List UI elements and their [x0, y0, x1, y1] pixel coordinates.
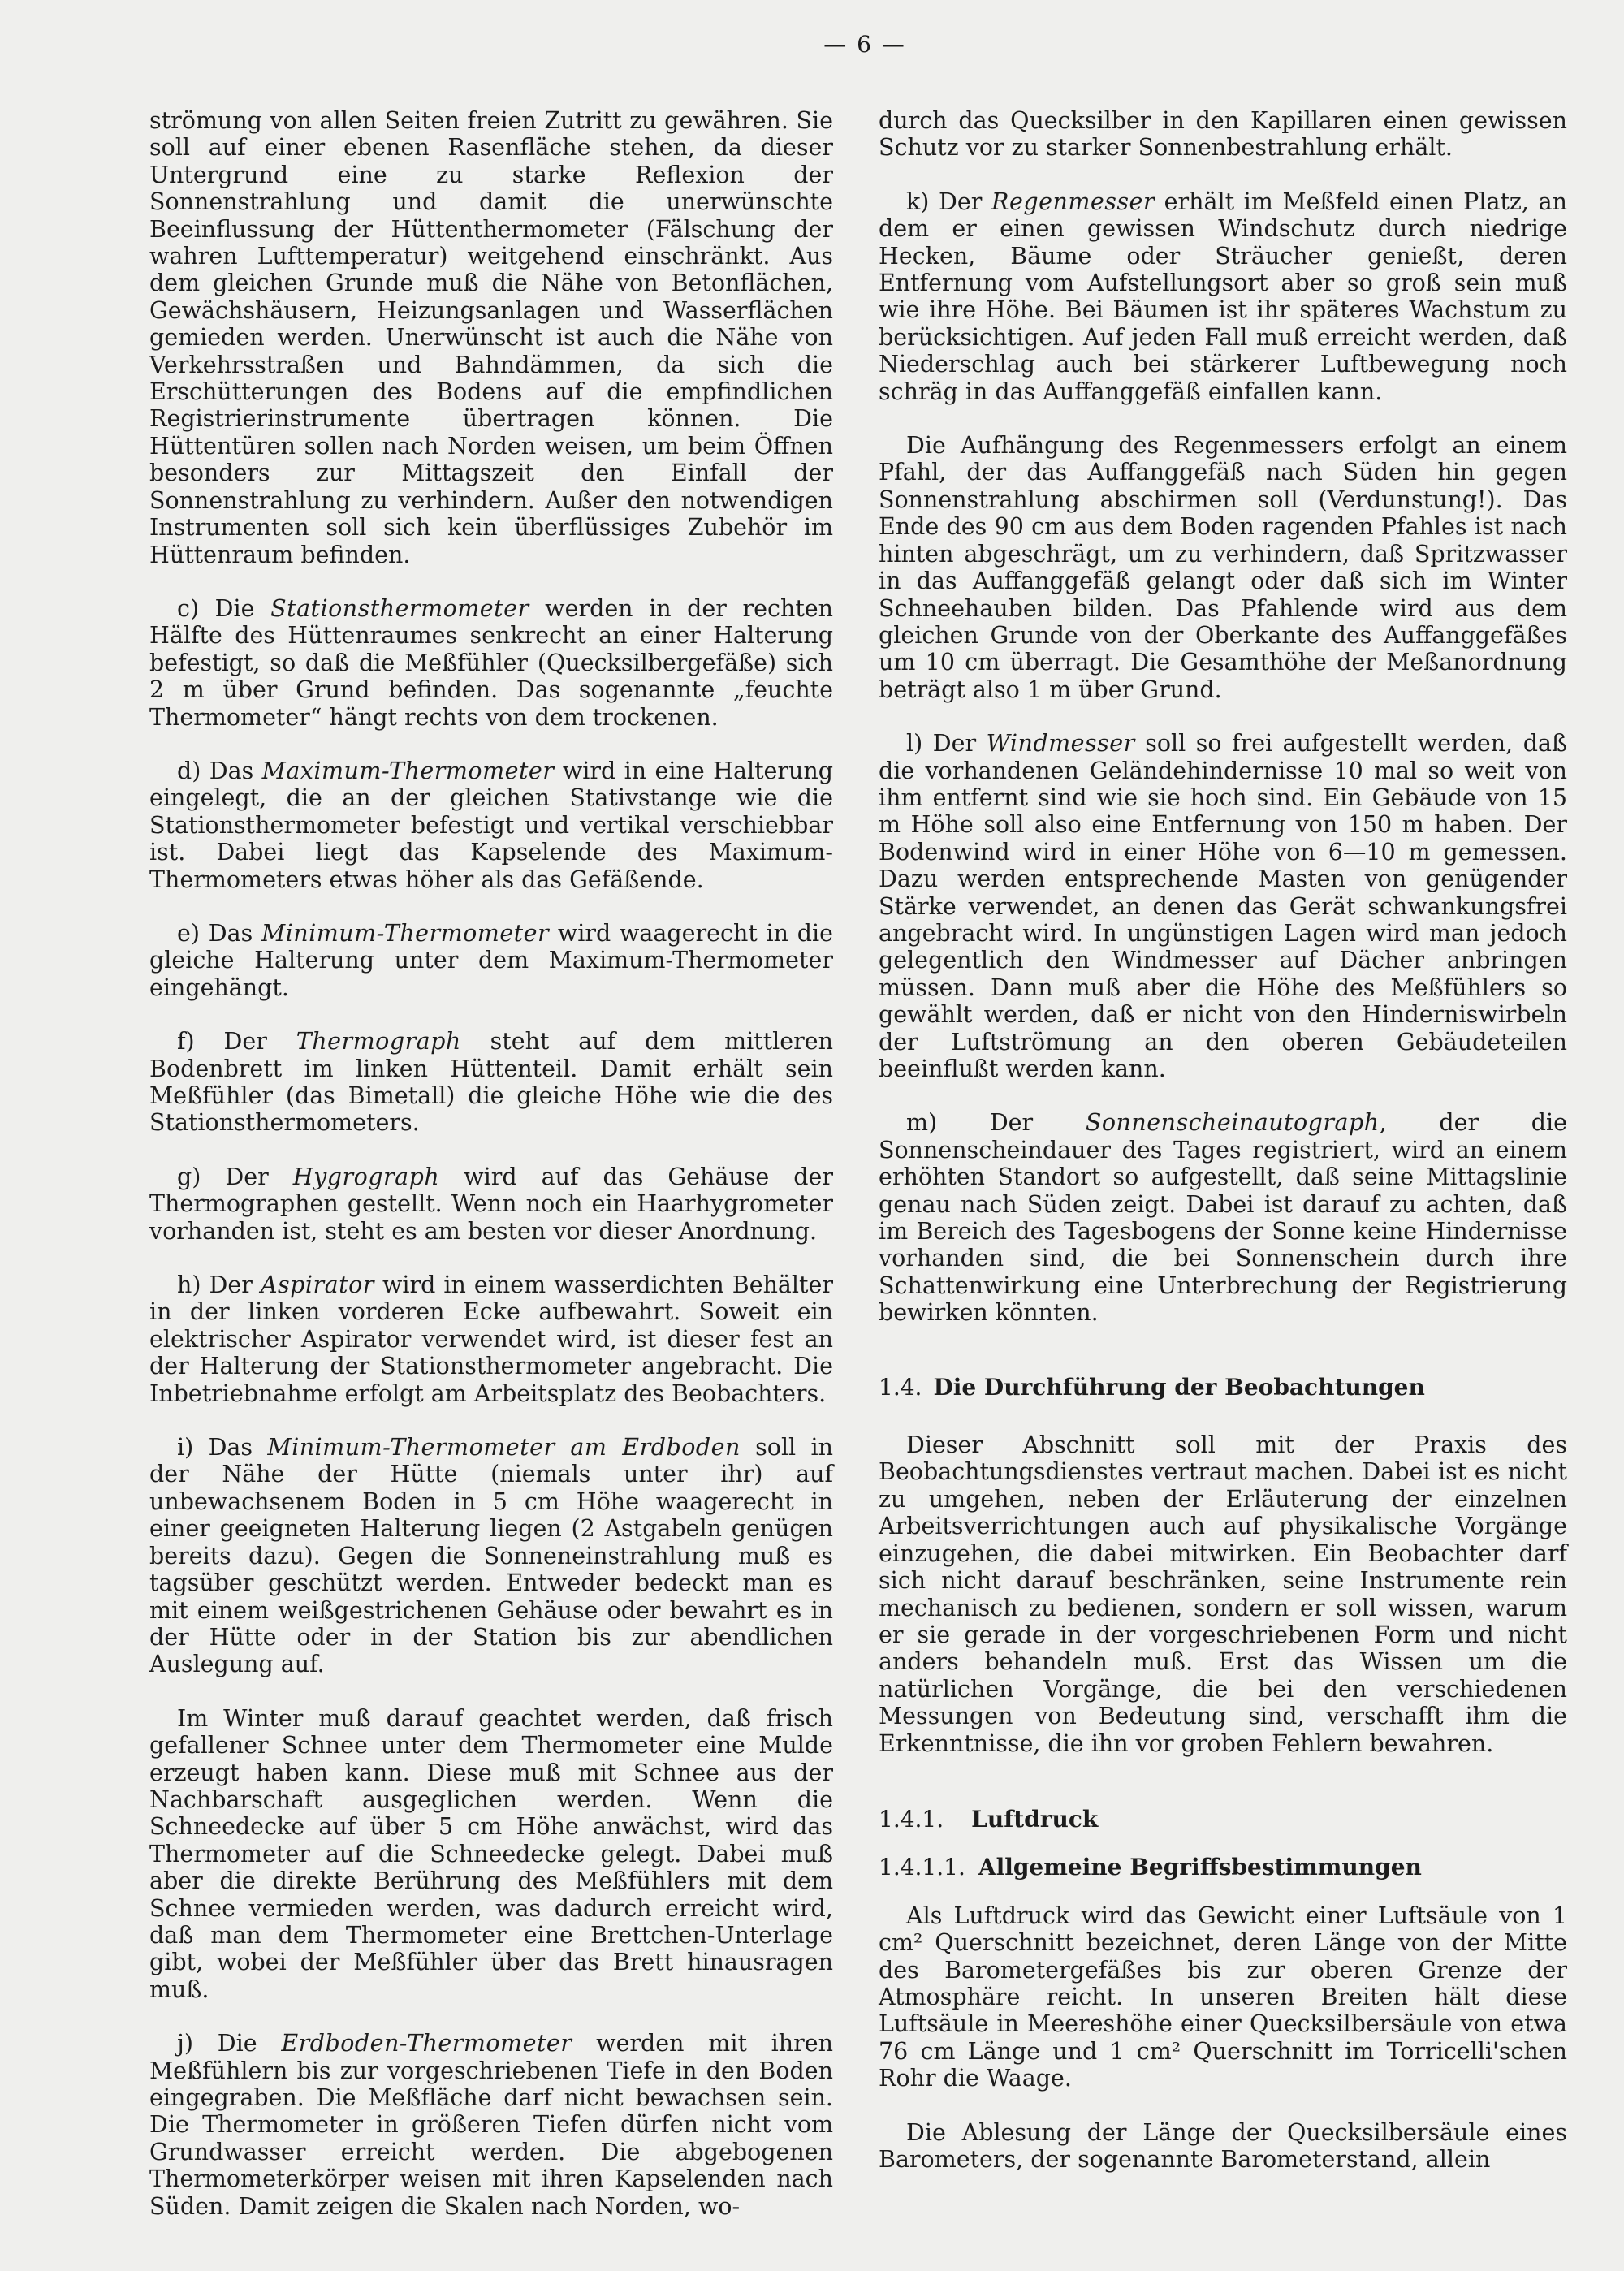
item-d-maximum-thermometer: d) Das Maximum-Thermometer wird in eine Halterung eingelegt, die an der gleichen Stativstange wie die Stationsthermometer befestigt und vertikal verschiebbar ist. Dabei liegt das Kapselende des Maximum-Thermometers etwas höher als das Gefäßende.: [149, 757, 833, 893]
term-hygrograph: Hygrograph: [292, 1163, 440, 1190]
subsection-number: 1.4.1.: [879, 1805, 944, 1833]
term-minimum-thermometer: Minimum-Thermometer: [261, 919, 550, 947]
subsection-heading-1-4-1-1: [879, 1854, 1567, 1880]
paragraph-winter: Im Winter muß darauf geachtet werden, daß frisch gefallener Schnee unter dem Thermometer eine Mulde erzeugt haben kann. Diese muß mit Schnee aus der Nachbarschaft ausgeglichen werden. Wenn die Schneedecke auf über 5 cm Höhe anwächst, wird das Thermometer auf die Schneedecke gelegt. Dabei muß aber die direkte Berührung des Meßfühlers mit dem Schnee vermieden werden, was dadurch erreicht wird, daß man dem Thermometer eine Brettchen-Unterlage gibt, wobei der Meßfühler über das Brett hinausragen muß.: [149, 1704, 833, 2003]
subsection-title: Allgemeine Begriffsbestimmungen: [978, 1854, 1422, 1881]
item-l-windmesser: l) Der Windmesser soll so frei aufgestellt werden, daß die vorhandenen Geländehindernisse 10 mal so weit von ihm entfernt sind wie sie hoch sind. Ein Gebäude von 15 m Höhe soll also eine Entfernung von 150 m haben. Der Bodenwind wird in einer Höhe von 6—10 m gemessen. Dazu werden entsprechende Masten von genügender Stärke verwendet, an denen das Gerät schwankungsfrei angebracht wird. In ungünstigen Lagen wird man jedoch gelegentlich den Windmesser auf Dächer anbringen müssen. Dann muß aber die Höhe des Meßfühlers so gewählt werden, daß er nicht von den Hinderniswirbeln der Luftströmung an den oberen Gebäudeteilen beeinflußt werden kann.: [879, 730, 1567, 1082]
section-title: Die Durchführung der Beobachtungen: [933, 1373, 1425, 1401]
term-stationsthermometer: Stationsthermometer: [270, 594, 529, 622]
paragraph-intro: strömung von allen Seiten freien Zutritt zu gewähren. Sie soll auf einer ebenen Rasenfläche stehen, da dieser Untergrund eine zu starke Reflexion der Sonnenstrahlung und damit die unerwünschte Beeinflussung der Hüttenthermometer (Fälschung der wahren Lufttemperatur) weitgehend einschränkt. Aus dem gleichen Grunde muß die Nähe von Betonflächen, Gewächshäusern, Heizungsanlagen und Wasserflächen gemieden werden. Unerwünscht ist auch die Nähe von Verkehrsstraßen und Bahndämmen, da sich die Erschütterungen des Bodens auf die empfindlichen Registrierinstrumente übertragen können. Die Hüttentüren sollen nach Norden weisen, um beim Öffnen besonders zur Mittagszeit den Einfall der Sonnenstrahlung zu verhindern. Außer den notwendigen Instrumenten soll sich kein überflüssiges Zubehör im Hüttenraum befinden.: [149, 107, 833, 568]
subsection-number: 1.4.1.1.: [879, 1854, 965, 1881]
paragraph-aufhaengung: Die Aufhängung des Regenmessers erfolgt an einem Pfahl, der das Auffanggefäß nach Süden hin gegen Sonnenstrahlung abschirmen soll (Verdunstung!). Das Ende des 90 cm aus dem Boden ragenden Pfahles ist nach hinten abgeschrägt, um zu verhindern, daß Spritzwasser in das Auffanggefäß gelangt oder daß sich im Winter Schneehauben bilden. Das Pfahlende wird aus dem gleichen Grunde von der Oberkante des Auffanggefäßes um 10 cm überragt. Die Gesamthöhe der Meßanordnung beträgt also 1 m über Grund.: [879, 432, 1567, 703]
term-aspirator: Aspirator: [260, 1272, 374, 1299]
term-windmesser: Windmesser: [986, 730, 1135, 758]
paragraph-luftdruck: Als Luftdruck wird das Gewicht einer Luftsäule von 1 cm² Querschnitt bezeichnet, deren Länge von der Mitte des Barometergefäßes bis zur oberen Grenze der Atmosphäre reicht. In unseren Breiten hält diese Luftsäule in Meereshöhe einer Quecksilbersäule von etwa 76 cm Länge und 1 cm² Querschnitt im Torricelli'schen Rohr die Waage.: [879, 1902, 1567, 2092]
section-heading-1-4: [879, 1374, 1567, 1401]
right-column: [879, 107, 1567, 2173]
item-k-regenmesser: k) Der Regenmesser erhält im Meßfeld einen Platz, an dem er einen gewissen Windschutz durch niedrige Hecken, Bäume oder Sträucher genießt, deren Entfernung vom Aufstellungsort aber so groß sein muß wie ihre Höhe. Bei Bäumen ist ihr späteres Wachstum zu berücksichtigen. Auf jeden Fall muß erreicht werden, daß Niederschlag auch bei stärkerer Luftbewegung noch schräg in das Auffanggefäß einfallen kann.: [879, 188, 1567, 405]
term-regenmesser: Regenmesser: [991, 188, 1155, 215]
page-number: — 6 —: [823, 31, 906, 58]
item-h-aspirator: h) Der Aspirator wird in einem wasserdichten Behälter in der linken vorderen Ecke aufbewahrt. Soweit ein elektrischer Aspirator verwendet wird, ist dieser fest an der Halterung der Stationsthermometer angebracht. Die Inbetriebnahme erfolgt am Arbeitsplatz des Beobachters.: [149, 1272, 833, 1407]
item-j-erdboden-thermometer: j) Die Erdboden-Thermometer werden mit ihren Meßfühlern bis zur vorgeschriebenen Tiefe in den Boden eingegraben. Die Meßfläche darf nicht bewachsen sein. Die Thermometer in größeren Tiefen dürfen nicht vom Grundwasser erreicht werden. Die abgebogenen Thermometerkörper weisen mit ihren Kapselenden nach Süden. Damit zeigen die Skalen nach Norden, wo-: [149, 2030, 834, 2220]
paragraph-ablesung: Die Ablesung der Länge der Quecksilbersäule eines Barometers, der sogenannte Barometerstand, allein: [879, 2118, 1567, 2173]
term-erdboden-thermometer: Erdboden-Thermometer: [281, 2030, 572, 2057]
subsection-heading-1-4-1: [879, 1806, 1567, 1833]
subsection-title: Luftdruck: [971, 1805, 1099, 1833]
section-number: 1.4.: [879, 1373, 922, 1401]
item-f-thermograph: f) Der Thermograph steht auf dem mittleren Bodenbrett im linken Hüttenteil. Damit erhält sein Meßfühler (das Bimetall) die gleiche Höhe wie die des Stationsthermometers.: [149, 1028, 833, 1137]
item-e-minimum-thermometer: e) Das Minimum-Thermometer wird waagerecht in die gleiche Halterung unter dem Maximum-Thermometer eingehängt.: [149, 919, 833, 1001]
term-sonnenscheinautograph: Sonnenscheinautograph: [1085, 1109, 1380, 1137]
term-minimum-thermometer-erdboden: Minimum-Thermometer am Erdboden: [267, 1434, 741, 1461]
paragraph-section-intro: Dieser Abschnitt soll mit der Praxis des Beobachtungsdienstes vertraut machen. Dabei ist es nicht zu umgehen, neben der Erläuterung der einzelnen Arbeitsverrichtungen auch auf physikalische Vorgänge einzugehen, die dabei mitwirken. Ein Beobachter darf sich nicht darauf beschränken, seine Instrumente rein mechanisch zu bedienen, sondern er soll wissen, warum er sie gerade in der vorgeschriebenen Form und nicht anders behandeln muß. Erst das Wissen um die natürlichen Vorgänge, die bei den verschiedenen Messungen von Bedeutung sind, verschafft ihm die Erkenntnisse, die ihn vor groben Fehlern bewahren.: [879, 1431, 1567, 1757]
item-i-minimum-thermometer-erdboden: i) Das Minimum-Thermometer am Erdboden soll in der Nähe der Hütte (niemals unter ihr) auf unbewachsenem Boden in 5 cm Höhe waagerecht in einer geeigneten Halterung liegen (2 Astgabeln genügen bereits dazu). Gegen die Sonneneinstrahlung muß es tagsüber geschützt werden. Entweder bedeckt man es mit einem weißgestrichenen Gehäuse oder bewahrt es in der Hütte oder in der Station bis zur abendlichen Auslegung auf.: [149, 1434, 833, 1678]
term-maximum-thermometer: Maximum-Thermometer: [261, 757, 555, 784]
paragraph-continuation: durch das Quecksilber in den Kapillaren einen gewissen Schutz vor zu starker Sonnenbestrahlung erhält.: [879, 107, 1567, 162]
item-m-sonnenscheinautograph: m) Der Sonnenscheinautograph, der die Sonnenscheindauer des Tages registriert, wird an einem erhöhten Standort so aufgestellt, daß seine Mittagslinie genau nach Süden zeigt. Dabei ist darauf zu achten, daß im Bereich des Tagesbogens der Sonne keine Hindernisse vorhanden sind, die bei Sonnenschein durch ihre Schattenwirkung eine Unterbrechung der Registrierung bewirken könnten.: [879, 1109, 1567, 1327]
left-column: [149, 107, 833, 2220]
term-thermograph: Thermograph: [296, 1028, 461, 1056]
item-g-hygrograph: g) Der Hygrograph wird auf das Gehäuse der Thermographen gestellt. Wenn noch ein Haarhygrometer vorhanden ist, steht es am besten vor dieser Anordnung.: [149, 1163, 833, 1245]
item-c-stationsthermometer: c) Die Stationsthermometer werden in der rechten Hälfte des Hüttenraumes senkrecht an einer Halterung befestigt, so daß die Meßfühler (Quecksilbergefäße) sich 2 m über Grund befinden. Das sogenannte „feuchte Thermometer“ hängt rechts von dem trockenen.: [149, 594, 833, 731]
